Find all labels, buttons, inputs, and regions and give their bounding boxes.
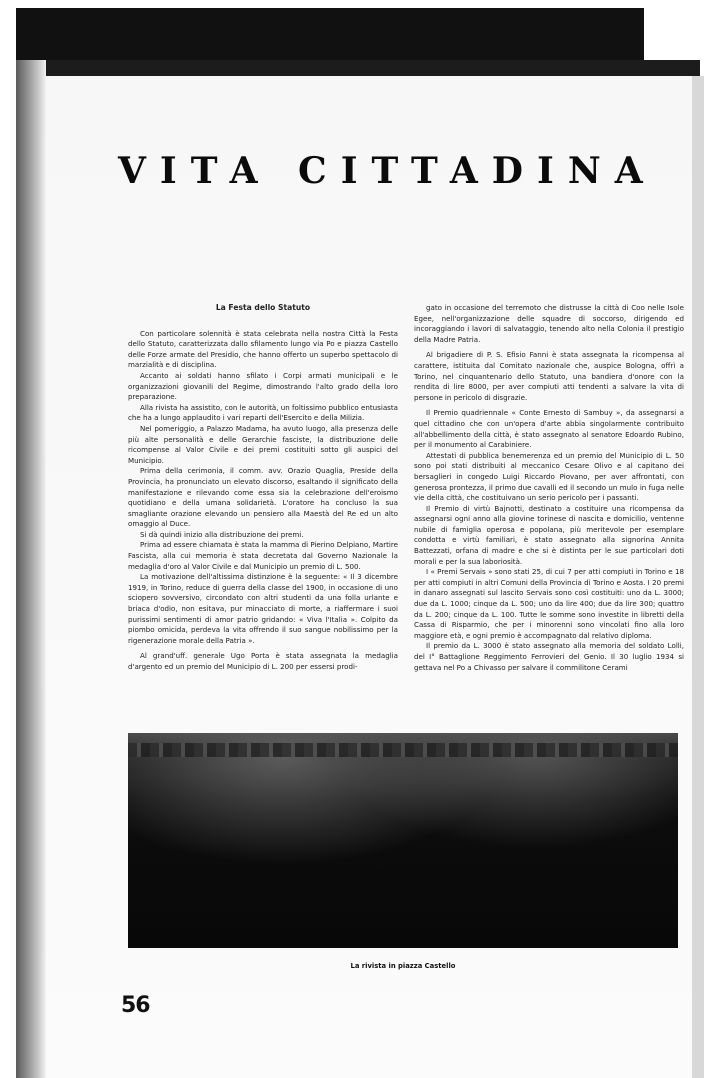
- photo-crowd-texture: [128, 743, 678, 757]
- paragraph: gato in occasione del terremoto che distrusse la città di Coo nelle Isole Egee, nell'organizzazione delle squadre di soccorso, dirigendo ed incoraggiando i lavori di salvataggio, tenendo alto nella Colonia il prestigio della Madre Patria.: [414, 303, 684, 344]
- paragraph: Con particolare solennità è stata celebrata nella nostra Città la Festa dello Statuto, caratterizzata dallo sfilamento lungo via Po e piazza Castello delle Forze armate del Presidio, che hanno offerto un superbo spettacolo di marzialità e di disciplina.: [128, 328, 398, 370]
- paragraph: Il premio da L. 3000 è stato assegnato alla memoria del soldato Lolli, del I° Battaglione Reggimento Ferrovieri del Genio. Il 30 luglio 1934 si gettava nel Po a Chivasso per salvare il commilitone Cerami: [414, 641, 684, 672]
- paragraph: I « Premi Servais » sono stati 25, di cui 7 per atti compiuti in Torino e 18 per atti compiuti in altri Comuni della Provincia di Torino e Aosta. I 20 premi in danaro assegnati sul lascito Servais sono così costituiti: uno da L. 3000; due da L. 1000; cinque da L. 500; uno da lire 400; due da lire 300; quattro da L. 200; cinque da L. 100. Tutte le somme sono investite in libretti della Cassa di Risparmio, che per i minorenni sono vincolati fino alla loro maggiore età, e ogni premio è accompagnato dal relativo diploma.: [414, 567, 684, 640]
- paragraph: Al grand'uff. generale Ugo Porta è stata assegnata la medaglia d'argento ed un premio del Municipio di L. 200 per essersi prodi-: [128, 651, 398, 671]
- paragraph: Prima ad essere chiamata è stata la mamma di Pierino Delpiano, Martire Fascista, alla cui memoria è stata decretata dal Governo Nazionale la medaglia d'oro al Valor Civile e dal Municipio un premio di L. 500.: [128, 540, 398, 571]
- paragraph: Il Premio quadriennale « Conte Ernesto di Sambuy », da assegnarsi a quel cittadino che con un'opera d'arte abbia singolarmente contribuito all'abbellimento della città, è stato assegnato al senatore Edoardo Rubino, per il monumento al Carabiniere.: [414, 408, 684, 450]
- scan-shadow-left: [16, 60, 46, 1078]
- page-heading: VITA CITTADINA: [118, 150, 657, 192]
- section-title: La Festa dello Statuto: [215, 303, 311, 312]
- paragraph: Al brigadiere di P. S. Efisio Fanni è stata assegnata la ricompensa al carattere, istituita dal Comitato nazionale che, auspice Bologna, offrì a Torino, nel cinquantenario dello Statuto, una bandiera d'onore con la rendita di lire 8000, per aver compiuti atti tendenti a salvare la vita di persone in pericolo di disgrazie.: [414, 350, 684, 402]
- page-number: 56: [121, 993, 150, 1018]
- paragraph: Nel pomeriggio, a Palazzo Madama, ha avuto luogo, alla presenza delle più alte personalità e delle Gerarchie fasciste, la distribuzione delle ricompense al Valor Civile e dei premi costituiti sotto gli auspici del Municipio.: [128, 423, 398, 465]
- photo: [128, 733, 678, 948]
- left-column: [128, 303, 398, 673]
- scan-shadow-right: [692, 76, 704, 1078]
- paragraph: Accanto ai soldati hanno sfilato i Corpi armati municipali e le organizzazioni giovanili del Regime, dimostrando l'alto grado della loro preparazione.: [128, 370, 398, 402]
- scan-shadow-band: [16, 60, 700, 76]
- paragraph: Si dà quindi inizio alla distribuzione dei premi.: [140, 529, 304, 539]
- paragraph: Alla rivista ha assistito, con le autorità, un foltissimo pubblico entusiasta che ha a lungo applaudito i vari reparti dell'Esercito e della Milizia.: [128, 402, 398, 423]
- photo-caption: La rivista in piazza Castello: [350, 962, 456, 970]
- paragraph: Il Premio di virtù Bajnotti, destinato a costituire una ricompensa da assegnarsi ogni anno alla giovine torinese di nascita e domicilio, ventenne nubile di famiglia operosa e popolana, più meritevole per esemplare condotta e virtù familiari, è stato assegnato alla signorina Annita Battezzati, orfana di madre e che si è distinta per le sue particolari doti morali e per la sua laboriosità.: [414, 503, 684, 566]
- paragraph: La motivazione dell'altissima distinzione è la seguente: « Il 3 dicembre 1919, in Torino, reduce di guerra della classe del 1900, in occasione di uno sciopero sovversivo, circondato con altri studenti da una folla urlante e briaca d'odio, non esitava, pur minacciato di morte, a riaffermare i suoi purissimi sentimenti di amor patrio gridando: « Viva l'Italia ». Colpito da piombo omicida, perdeva la vita offrendo il suo sangue nobilissimo per la rigenerazione morale della Patria ».: [128, 572, 398, 645]
- paragraph: Prima della cerimonia, il comm. avv. Orazio Quaglia, Preside della Provincia, ha pronunciato un elevato discorso, esaltando il significato della manifestazione e rilevando come essa sia la celebrazione dell'eroismo quotidiano e della umana solidarietà. L'oratore ha concluso la sua smagliante orazione elevando un pensiero alla Maestà del Re ed un alto omaggio al Duce.: [128, 466, 398, 529]
- paragraph: Attestati di pubblica benemerenza ed un premio del Municipio di L. 50 sono poi stati distribuiti al meccanico Cesare Olivo e al capitano dei bersaglieri in congedo Luigi Riccardo Piovano, per aver affrontati, con generosa prontezza, il primo due cavalli ed il secondo un mulo in fuga nelle vie della città, che costituivano un serio pericolo per i passanti.: [414, 450, 684, 503]
- right-column: [414, 303, 684, 673]
